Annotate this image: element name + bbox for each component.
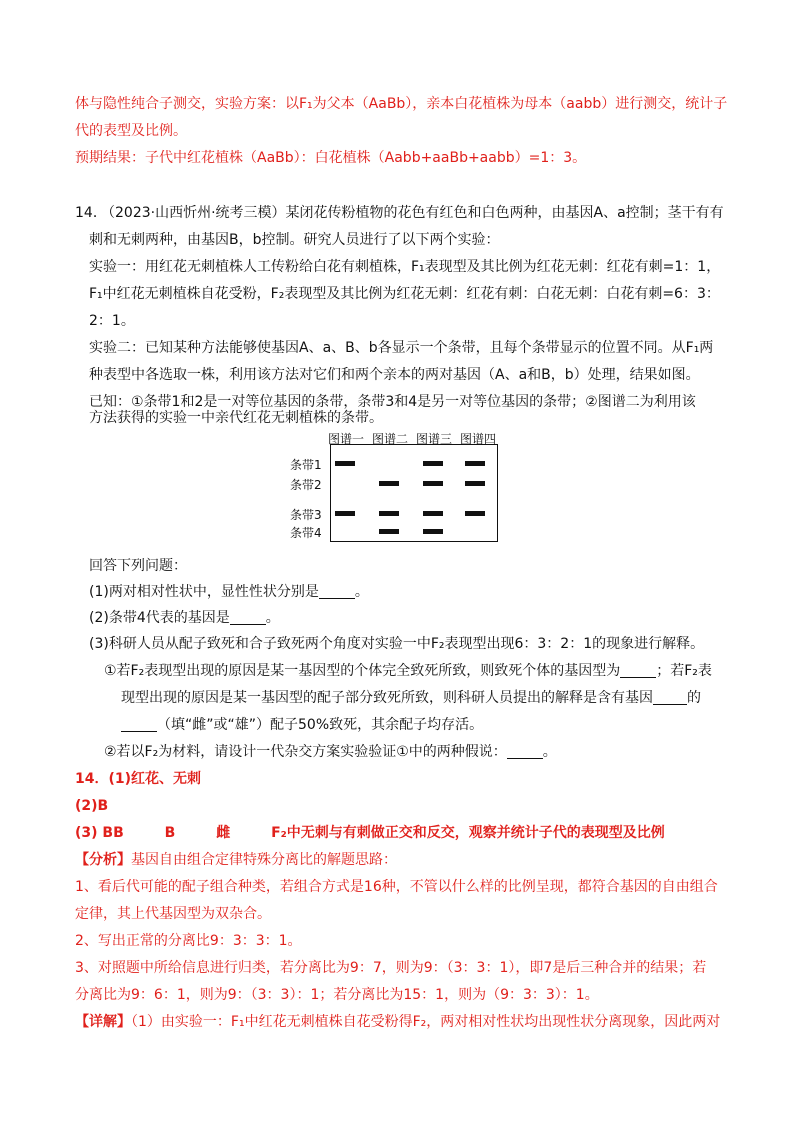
answer-blank <box>620 663 656 678</box>
figure-header-1: 图谱一 <box>328 432 365 446</box>
band-row-2-lane-3 <box>423 481 443 486</box>
analysis-point-3-line-1: 3、对照题中所给信息进行归类，若分离比为9：7，则为9：（3：3：1），即7是后三种合并的结果；若 <box>75 960 707 976</box>
answer-blank <box>507 744 543 759</box>
sub-question-3a-line-1-text: ①若F₂表现型出现的原因是某一基因型的个体完全致死所致，则致死个体的基因型为 <box>104 663 621 679</box>
analysis-text: 基因自由组合定律特殊分离比的解题思路： <box>131 852 397 868</box>
detail-line <box>75 1012 720 1032</box>
sub-question-3a-line-2-text: 现型出现的原因是某一基因型的配子部分致死所致，则科研人员提出的解释是含有基因 <box>121 690 653 706</box>
figure-row-label-2: 条带2 <box>290 478 322 492</box>
sub-question-1-end: 。 <box>354 584 369 600</box>
experiment-1-line-2: F₁中红花无刺植株自花受粉，F₂表现型及其比例为红花无刺：红花有刺：白花无刺：白花有刺=6：3： <box>89 286 720 302</box>
answer-3 <box>75 823 665 843</box>
analysis-line <box>75 850 397 870</box>
sub-question-3a-line-1-mid: ；若F₂表 <box>656 663 712 679</box>
sub-question-3a-line-3-text: （填“雌”或“雄”）配子50%致死，其余配子均存活。 <box>157 717 484 733</box>
intro-line-2: 代的表型及比例。 <box>75 123 187 139</box>
intro-line-3: 预期结果：子代中红花植株（AaBb）：白花植株（Aabb+aaBb+aabb）=1：3。 <box>75 150 587 166</box>
sub-question-3b <box>104 742 557 762</box>
analysis-tag: 【分析】 <box>75 852 131 868</box>
sub-question-2 <box>89 608 280 628</box>
experiment-2-line-1: 实验二：已知某种方法能够使基因A、a、B、b各显示一个条带，且每个条带显示的位置不同。从F₁两 <box>89 340 714 356</box>
figure-row-label-4: 条带4 <box>290 526 322 540</box>
figure-frame <box>330 444 498 542</box>
band-row-2-lane-4 <box>465 481 485 486</box>
experiment-1-line-3: 2：1。 <box>89 313 135 329</box>
analysis-point-1-line-2: 定律，其上代基因型为双杂合。 <box>75 906 271 922</box>
band-row-4-lane-2 <box>379 529 399 534</box>
sub-question-3a-line-2 <box>121 688 701 708</box>
sub-question-3a-line-3 <box>121 715 483 735</box>
sub-question-1-text: (1)两对相对性状中，显性性状分别是 <box>89 584 319 600</box>
analysis-point-3-line-2: 分离比为9：6：1，则为9：（3：3）：1；若分离比为15：1，则为（9：3：3）：1。 <box>75 987 599 1003</box>
sub-question-1 <box>89 582 369 602</box>
answer-3-gene: B <box>164 825 176 841</box>
band-row-3-lane-3 <box>423 511 443 516</box>
sub-question-3b-text: ②若以F₂为材料，请设计一代杂交方案实验验证①中的两种假说： <box>104 744 507 760</box>
band-row-2-lane-2 <box>379 481 399 486</box>
sub-question-3a-line-2-end: 的 <box>687 690 701 706</box>
analysis-point-1-line-1: 1、看后代可能的配子组合种类，若组合方式是16种，不管以什么样的比例呈现，都符合基因的自由组合 <box>75 879 718 895</box>
answer-3-text: F₂中无刺与有刺做正交和反交，观察并统计子代的表现型及比例 <box>271 825 665 841</box>
sub-question-3a-line-1 <box>104 661 712 681</box>
detail-text: （1）由实验一：F₁中红花无刺植株自花受粉得F₂，两对相对性状均出现性状分离现象，因此两对 <box>131 1014 721 1030</box>
answer-intro: 回答下列问题： <box>89 558 187 574</box>
experiment-2-line-4: 方法获得的实验一中亲代红花无刺植株的条带。 <box>89 410 383 426</box>
answer-2: (2)B <box>75 798 109 814</box>
question-line-2: 刺和无刺两种，由基因B，b控制。研究人员进行了以下两个实验： <box>89 232 500 248</box>
experiment-2-line-3: 已知：①条带1和2是一对等位基因的条带，条带3和4是另一对等位基因的条带；②图谱二为利用该 <box>89 394 696 410</box>
answer-blank <box>653 690 687 705</box>
sub-question-3b-end: 。 <box>542 744 557 760</box>
figure-header-3: 图谱三 <box>416 432 453 446</box>
band-row-1-lane-1 <box>335 461 355 466</box>
experiment-2-line-2: 种表型中各选取一株，利用该方法对它们和两个亲本的两对基因（A、a和B，b）处理，结果如图。 <box>89 367 700 383</box>
experiment-1-line-1: 实验一：用红花无刺植株人工传粉给白花有刺植株，F₁表现型及其比例为红花无刺：红花有刺=1：1， <box>89 259 721 275</box>
band-row-3-lane-1 <box>335 511 355 516</box>
figure-row-label-1: 条带1 <box>290 458 322 472</box>
answer-blank <box>121 717 157 732</box>
figure-row-label-3: 条带3 <box>290 508 322 522</box>
question-number: 14． <box>75 205 107 221</box>
sub-question-3: (3)科研人员从配子致死和合子致死两个角度对实验一中F₂表现型出现6：3：2：1的现象进行解释。 <box>89 636 705 652</box>
answer-blank <box>230 610 266 625</box>
answer-1: 14．(1)红花、无刺 <box>75 771 202 787</box>
intro-line-1: 体与隐性纯合子测交，实验方案：以F₁为父本（AaBb），亲本白花植株为母本（aabb）进行测交，统计子 <box>75 96 728 112</box>
analysis-point-2: 2、写出正常的分离比9：3：3：1。 <box>75 933 302 949</box>
band-row-4-lane-3 <box>423 529 443 534</box>
detail-tag: 【详解】 <box>75 1014 131 1030</box>
band-row-1-lane-3 <box>423 461 443 466</box>
sub-question-2-end: 。 <box>265 610 280 626</box>
figure-header-4: 图谱四 <box>460 432 497 446</box>
band-row-1-lane-4 <box>465 461 485 466</box>
answer-3-label: (3) BB <box>75 825 124 841</box>
sub-question-2-text: (2)条带4代表的基因是 <box>89 610 230 626</box>
band-row-3-lane-2 <box>379 511 399 516</box>
band-row-3-lane-4 <box>465 511 485 516</box>
question-line-1: （2023·山西忻州·统考三模）某闭花传粉植物的花色有红色和白色两种，由基因A、a控制；茎干有有 <box>101 205 724 221</box>
figure-header-2: 图谱二 <box>372 432 409 446</box>
answer-blank <box>319 584 355 599</box>
answer-3-sex: 雌 <box>216 825 231 841</box>
band-pattern-figure <box>290 432 510 544</box>
